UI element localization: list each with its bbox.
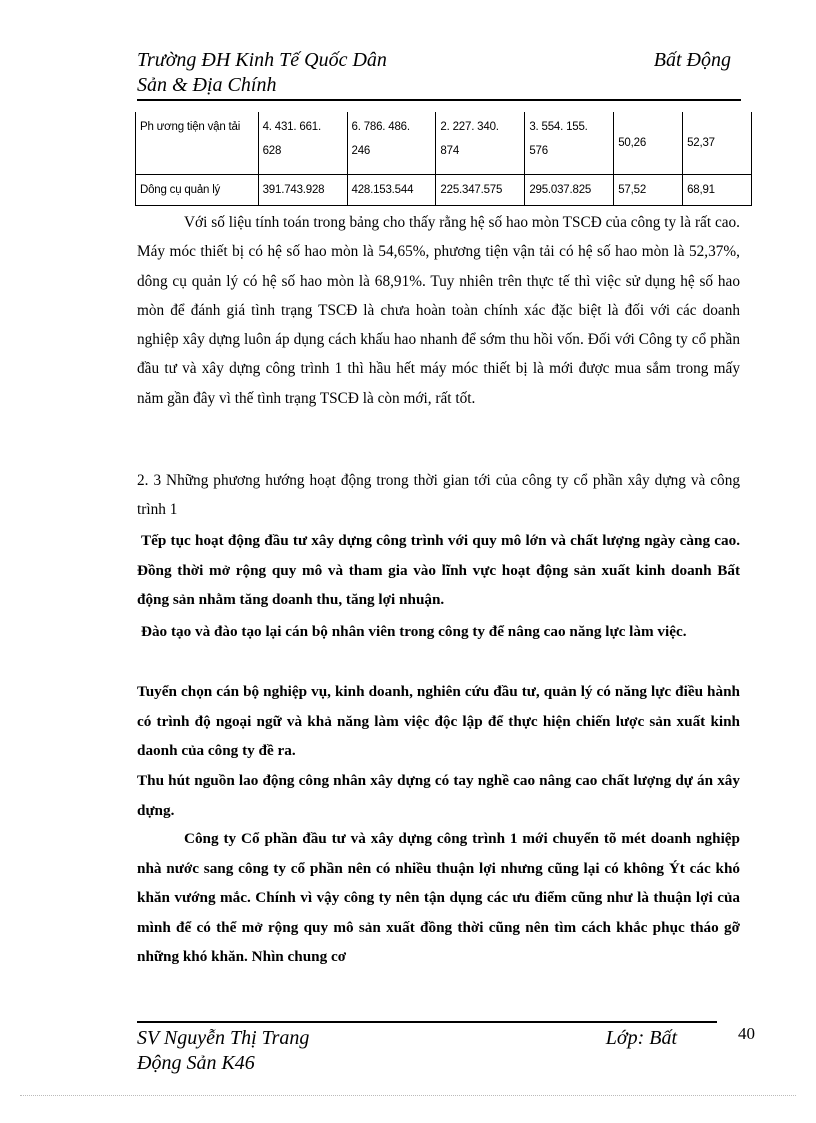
- table-cell: 6. 786. 486. 246: [347, 112, 436, 175]
- table-cell: 295.037.825: [525, 175, 614, 206]
- direction-item-4: Thu hút nguồn lao động công nhân xây dựng có tay nghề cao nâng cao chất lượng dự án xây dựng.: [137, 772, 740, 819]
- footer-class-part2: Động Sản K46: [137, 1052, 255, 1074]
- table-row: [136, 175, 752, 206]
- section-heading: 2. 3 Những phương hướng hoạt động trong thời gian tới của công ty cổ phần xây dựng và công trình 1: [137, 472, 740, 519]
- direction-item-2: Đào tạo và đào tạo lại cán bộ nhân viên trong công ty để nâng cao năng lực làm việc.: [141, 623, 687, 640]
- page-number: 40: [738, 1024, 755, 1043]
- paragraph-analysis: Với số liệu tính toán trong bảng cho thấy rằng hệ số hao mòn TSCĐ của công ty là rất cao. Máy móc thiết bị có hệ số hao mòn là 54,65%, phương tiện vận tải có hệ số hao mòn là 52,37%, dông cụ quản lý có hệ số hao mòn là 68,91%. Tuy nhiên trên thực tế thì việc sử dụng hệ số hao mòn để đánh giá tình trạng TSCĐ là chưa hoàn toàn chính xác đặc biệt là đối với các doanh nghiệp xây dựng luôn áp dụng cách khấu hao nhanh để sớm thu hồi vốn. Đối với Công ty cổ phần đầu tư và xây dựng công trình 1 thì hầu hết máy móc thiết bị là mới được mua sắm trong mấy năm gần đây vì thế tình trạng TSCĐ là còn mới, rất tốt.: [137, 214, 740, 407]
- table-cell: 4. 431. 661. 628: [258, 112, 347, 175]
- table-cell: 391.743.928: [258, 175, 347, 206]
- table-cell: 2. 227. 340. 874: [436, 112, 525, 175]
- paragraph-conclusion: Công ty Cổ phần đầu tư và xây dựng công trình 1 mới chuyển tõ mét doanh nghiệp nhà nước sang công ty cổ phần nên có nhiều thuận lợi nhưng cũng lại có không Ýt các khó khăn vướng mắc. Chính vì vậy công ty nên tận dụng các ưu điểm cũng như là thuận lợi của mình để có thể mở rộng quy mô sản xuất đồng thời cũng nên tìm cách khắc phục tháo gỡ những khó khăn. Nhìn chung cơ: [137, 830, 740, 965]
- page-header: [137, 48, 741, 98]
- header-dept-part1: Bất Động: [653, 49, 731, 71]
- table-cell: 3. 554. 155. 576: [525, 112, 614, 175]
- depreciation-table: [135, 112, 752, 206]
- table-cell: 57,52: [614, 175, 683, 206]
- direction-item-3: Tuyển chọn cán bộ nghiệp vụ, kinh doanh, nghiên cứu đầu tư, quản lý có năng lực điều hành có trình độ ngoại ngữ và khả năng làm việc độc lập để thực hiện chiến lược sản xuất kinh daonh của công ty đề ra.: [137, 683, 740, 759]
- table-cell: 225.347.575: [436, 175, 525, 206]
- table-cell-name: Dông cụ quản lý: [136, 175, 259, 206]
- header-school: Trường ĐH Kinh Tế Quốc Dân: [137, 49, 387, 71]
- table-cell: 428.153.544: [347, 175, 436, 206]
- table-cell: 52,37: [683, 112, 752, 175]
- footer-student: SV Nguyễn Thị Trang: [137, 1027, 310, 1049]
- footer-rule: [137, 1021, 717, 1023]
- direction-item-1: Tếp tục hoạt động đầu tư xây dựng công trình với quy mô lớn và chất lượng ngày càng cao. Đồng thời mở rộng quy mô và tham gia vào lĩnh vực hoạt động sản xuất kinh doanh Bất động sản nhằm tăng doanh thu, tăng lợi nhuận.: [137, 532, 740, 608]
- footer-class-part1: Lớp: Bất: [605, 1027, 677, 1049]
- table-cell: 68,91: [683, 175, 752, 206]
- page-footer: [137, 1026, 717, 1076]
- header-dept-part2: Sản & Địa Chính: [137, 74, 277, 96]
- table-row: [136, 112, 752, 175]
- table-cell: 50,26: [614, 112, 683, 175]
- table-cell-name: Ph ương tiện vận tải: [136, 112, 259, 175]
- page-bottom-divider: [20, 1095, 796, 1096]
- header-rule: [137, 99, 741, 101]
